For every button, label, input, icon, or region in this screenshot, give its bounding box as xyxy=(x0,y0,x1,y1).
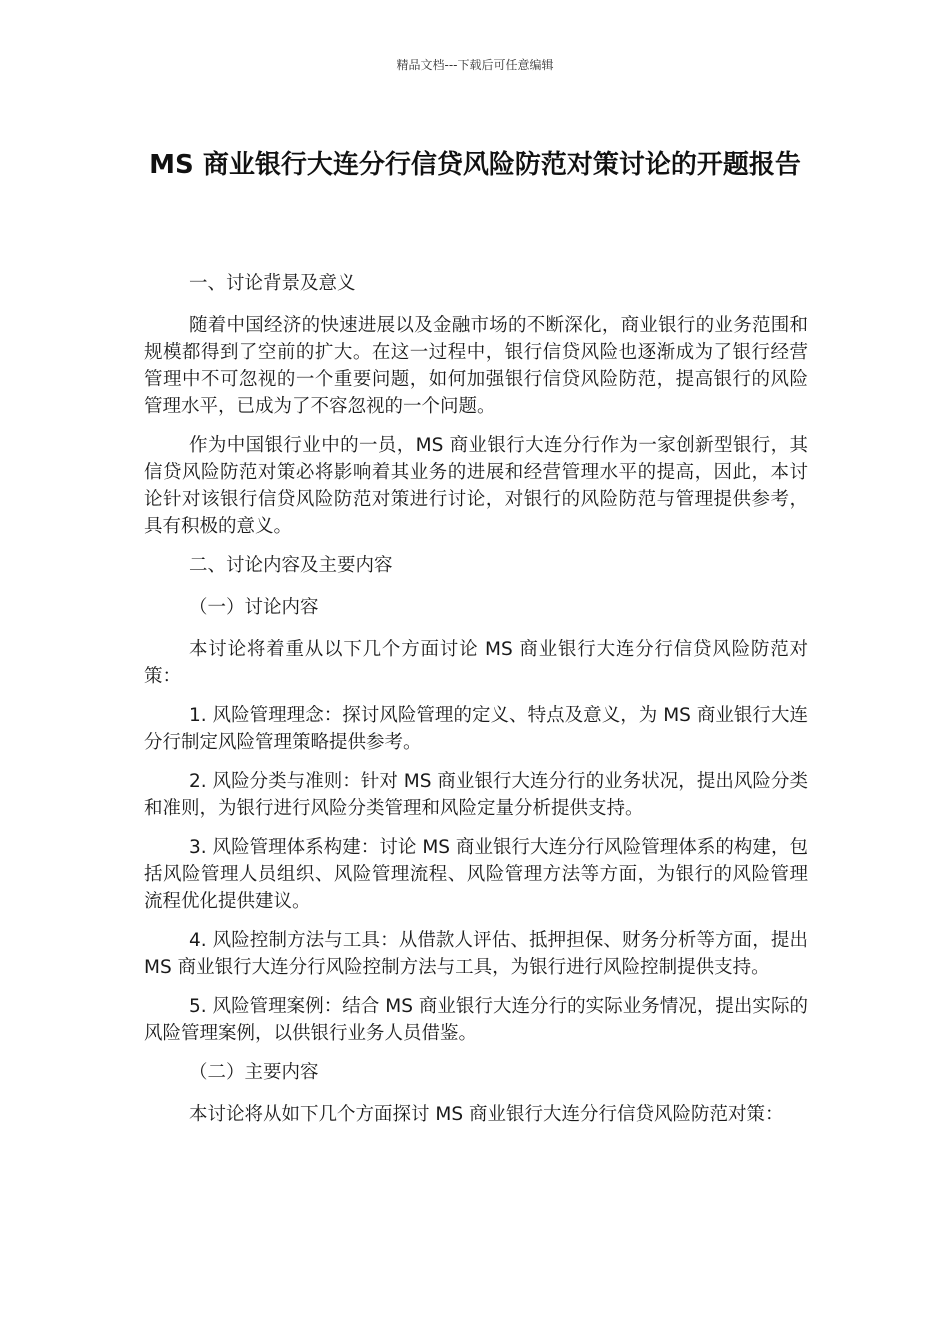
document-body xyxy=(144,270,808,1140)
subsection-heading-research: （一）讨论内容 xyxy=(189,597,319,618)
list-item: 4. 风险控制方法与工具：从借款人评估、抵押担保、财务分析等方面，提出 MS 商业银行大连分行风险控制方法与工具，为银行进行风险控制提供支持。 xyxy=(144,930,808,978)
paragraph-background-1: 随着中国经济的快速进展以及金融市场的不断深化，商业银行的业务范围和规模都得到了空前的扩大。在这一过程中，银行信贷风险也逐渐成为了银行经营管理中不可忽视的一个重要问题，如何加强银行信贷风险防范，提高银行的风险管理水平，已成为了不容忽视的一个问题。 xyxy=(144,315,808,417)
document-title: MS 商业银行大连分行信贷风险防范对策讨论的开题报告 xyxy=(149,150,801,180)
paragraph-background-2: 作为中国银行业中的一员，MS 商业银行大连分行作为一家创新型银行，其信贷风险防范对策必将影响着其业务的进展和经营管理水平的提高，因此，本讨论针对该银行信贷风险防范对策进行讨论，对银行的风险防范与管理提供参考，具有积极的意义。 xyxy=(144,435,808,537)
list-item: 2. 风险分类与准则：针对 MS 商业银行大连分行的业务状况，提出风险分类和准则，为银行进行风险分类管理和风险定量分析提供支持。 xyxy=(144,771,808,819)
list-item: 3. 风险管理体系构建：讨论 MS 商业银行大连分行风险管理体系的构建，包括风险管理人员组织、风险管理流程、风险管理方法等方面，为银行的风险管理流程优化提供建议。 xyxy=(144,837,808,912)
header-note: 精品文档---下载后可任意编辑 xyxy=(396,58,554,72)
section-heading-background: 一、讨论背景及意义 xyxy=(189,273,356,294)
list-item: 1. 风险管理理念：探讨风险管理的定义、特点及意义，为 MS 商业银行大连分行制定风险管理策略提供参考。 xyxy=(144,705,808,753)
paragraph-research-intro: 本讨论将着重从以下几个方面讨论 MS 商业银行大连分行信贷风险防范对策： xyxy=(144,639,808,687)
list-item: 5. 风险管理案例：结合 MS 商业银行大连分行的实际业务情况，提出实际的风险管理案例，以供银行业务人员借鉴。 xyxy=(144,996,808,1044)
subsection-heading-main: （二）主要内容 xyxy=(189,1062,319,1083)
paragraph-main-intro: 本讨论将从如下几个方面探讨 MS 商业银行大连分行信贷风险防范对策： xyxy=(189,1104,784,1125)
section-heading-content: 二、讨论内容及主要内容 xyxy=(189,555,393,576)
